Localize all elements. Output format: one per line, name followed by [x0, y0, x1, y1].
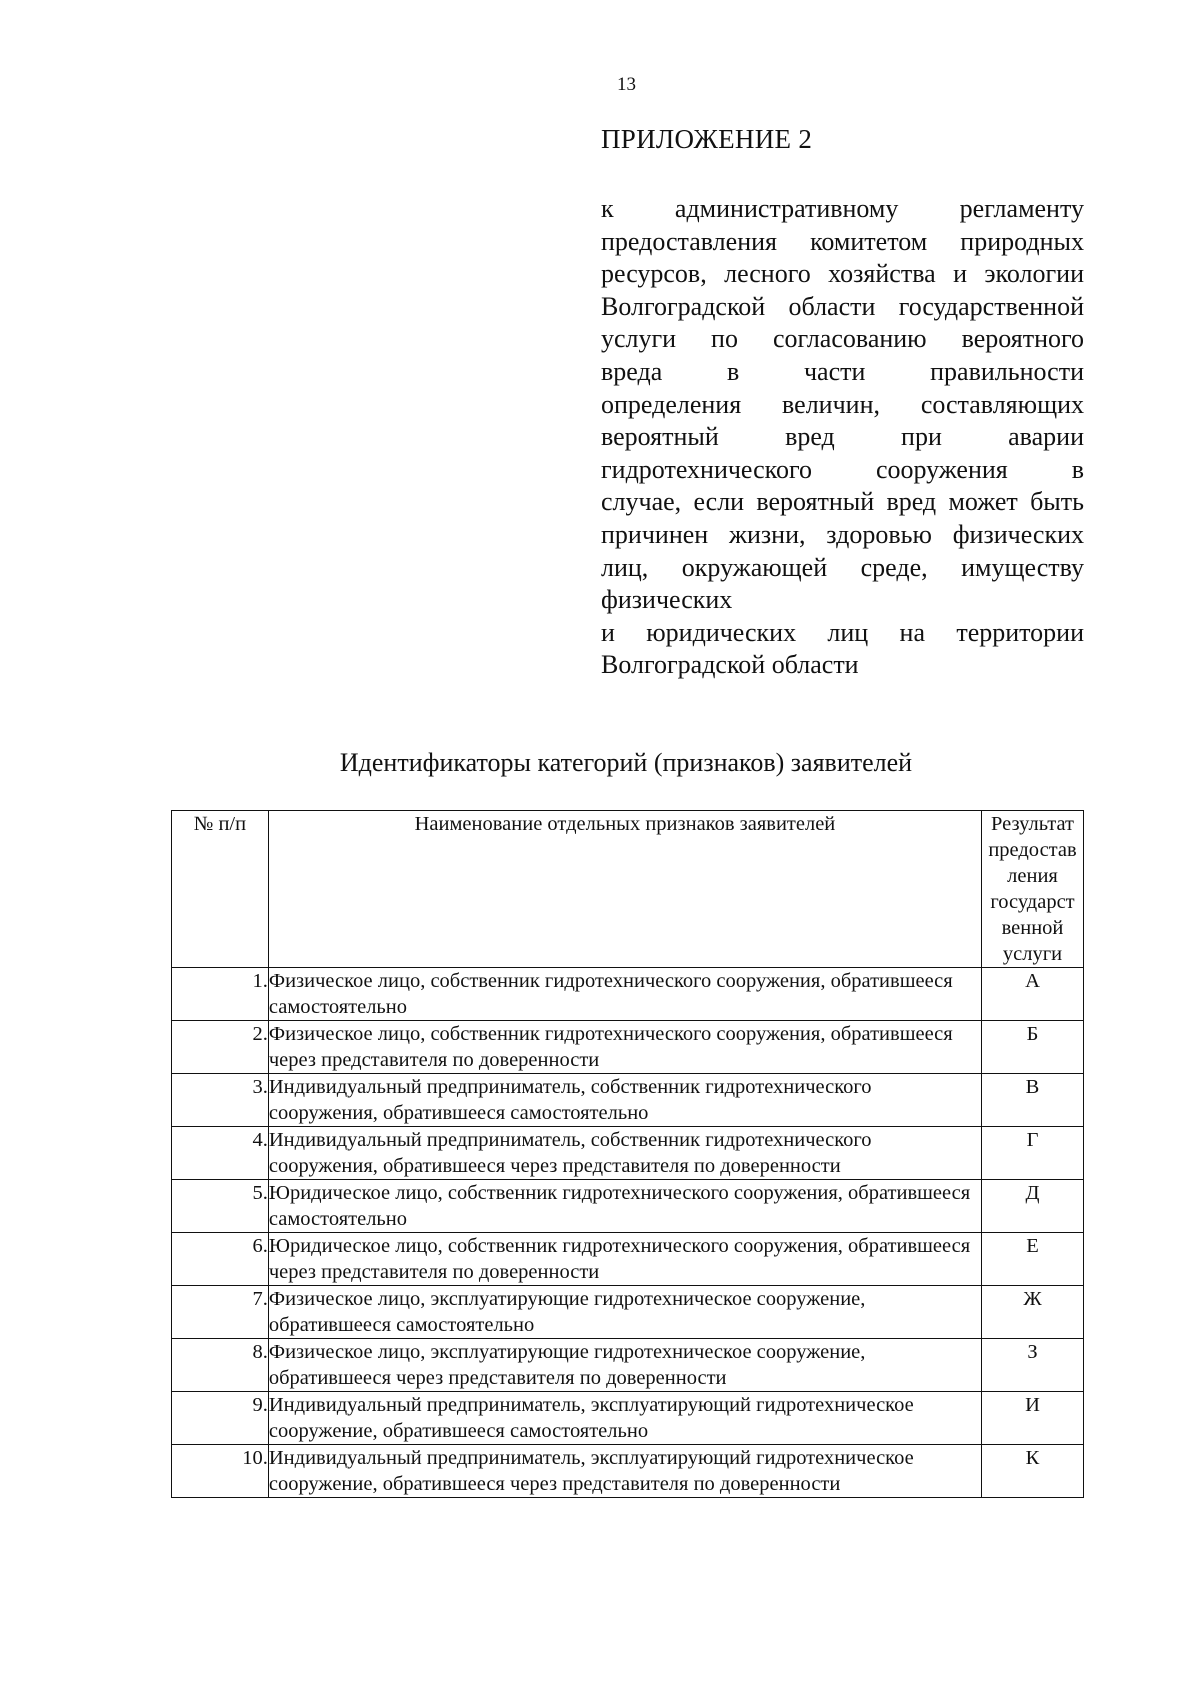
- row-result: И: [982, 1392, 1084, 1445]
- row-name: Физическое лицо, собственник гидротехнического сооружения, обратившееся самостоятельно: [268, 968, 981, 1021]
- table-row: [172, 1233, 1084, 1286]
- header-name: Наименование отдельных признаков заявителей: [268, 811, 981, 968]
- appendix-line: причинен жизни, здоровью физических: [601, 519, 1084, 549]
- appendix-line: и юридических лиц на территории: [601, 617, 1084, 647]
- appendix-description: [601, 193, 1084, 682]
- row-number: 3.: [172, 1074, 269, 1127]
- appendix-line: ресурсов, лесного хозяйства и экологии: [601, 259, 1084, 289]
- appendix-line: Волгоградской области: [601, 650, 859, 680]
- row-result: Г: [982, 1127, 1084, 1180]
- row-name: Индивидуальный предприниматель, собственник гидротехнического сооружения, обратившееся самостоятельно: [268, 1074, 981, 1127]
- table-row: [172, 1392, 1084, 1445]
- table-row: [172, 968, 1084, 1021]
- table-title: Идентификаторы категорий (признаков) заявителей: [339, 748, 913, 777]
- row-result: А: [982, 968, 1084, 1021]
- row-result: К: [982, 1445, 1084, 1498]
- row-number: 8.: [172, 1339, 269, 1392]
- table-row: [172, 1445, 1084, 1498]
- row-number: 9.: [172, 1392, 269, 1445]
- row-result: З: [982, 1339, 1084, 1392]
- page-number: 13: [617, 74, 636, 95]
- appendix-line: вероятный вред при аварии: [601, 422, 1084, 452]
- header-number: № п/п: [172, 811, 269, 968]
- appendix-line: к административному регламенту: [601, 194, 1084, 223]
- table-row: [172, 1074, 1084, 1127]
- appendix-title: ПРИЛОЖЕНИЕ 2: [601, 124, 813, 154]
- row-number: 6.: [172, 1233, 269, 1286]
- table-row: [172, 1339, 1084, 1392]
- row-name: Юридическое лицо, собственник гидротехнического сооружения, обратившееся через представителя по доверенности: [268, 1233, 981, 1286]
- row-number: 2.: [172, 1021, 269, 1074]
- table-header-row: [172, 811, 1084, 968]
- appendix-line: услуги по согласованию вероятного: [601, 324, 1084, 354]
- row-result: В: [982, 1074, 1084, 1127]
- header-result: Результат предостав ления государст венной услуги: [982, 811, 1084, 968]
- row-number: 5.: [172, 1180, 269, 1233]
- row-number: 10.: [172, 1445, 269, 1498]
- row-name: Физическое лицо, собственник гидротехнического сооружения, обратившееся через представителя по доверенности: [268, 1021, 981, 1074]
- appendix-line: Волгоградской области государственной: [601, 291, 1084, 321]
- appendix-line: гидротехнического сооружения в: [601, 454, 1084, 484]
- row-name: Физическое лицо, эксплуатирующие гидротехническое сооружение, обратившееся через представителя по доверенности: [268, 1339, 981, 1392]
- table-row: [172, 1180, 1084, 1233]
- row-name: Физическое лицо, эксплуатирующие гидротехническое сооружение, обратившееся самостоятельно: [268, 1286, 981, 1339]
- row-number: 7.: [172, 1286, 269, 1339]
- row-result: Д: [982, 1180, 1084, 1233]
- table-row: [172, 1021, 1084, 1074]
- appendix-line: предоставления комитетом природных: [601, 226, 1084, 256]
- table-row: [172, 1127, 1084, 1180]
- row-result: Ж: [982, 1286, 1084, 1339]
- applicant-categories-table: [171, 810, 1084, 1498]
- row-result: Б: [982, 1021, 1084, 1074]
- appendix-line: случае, если вероятный вред может быть: [601, 487, 1084, 517]
- appendix-line: лиц, окружающей среде, имуществу: [601, 552, 1084, 582]
- appendix-line: вреда в части правильности: [601, 356, 1084, 386]
- row-name: Индивидуальный предприниматель, эксплуатирующий гидротехническое сооружение, обратившееся через представителя по доверенности: [268, 1445, 981, 1498]
- table-row: [172, 1286, 1084, 1339]
- row-name: Индивидуальный предприниматель, собственник гидротехнического сооружения, обратившееся через представителя по доверенности: [268, 1127, 981, 1180]
- row-result: Е: [982, 1233, 1084, 1286]
- row-name: Юридическое лицо, собственник гидротехнического сооружения, обратившееся самостоятельно: [268, 1180, 981, 1233]
- appendix-line: физических: [601, 585, 733, 615]
- row-number: 4.: [172, 1127, 269, 1180]
- appendix-line: определения величин, составляющих: [601, 389, 1084, 419]
- row-number: 1.: [172, 968, 269, 1021]
- row-name: Индивидуальный предприниматель, эксплуатирующий гидротехническое сооружение, обратившееся самостоятельно: [268, 1392, 981, 1445]
